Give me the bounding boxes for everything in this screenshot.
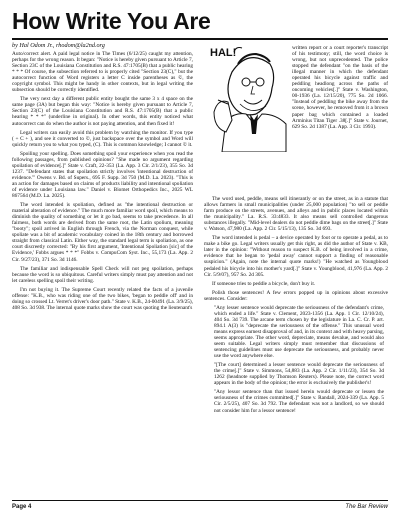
paragraph: Legal writers can easily avoid this problem by watching the monitor. If you type ( + C + ), and see it converted to ©, just backspace over the symbol and Word will quickly return you to what you typed, (C). This is common knowledge; I cannot © it. [12, 129, 193, 148]
paragraph: The word used, peddle, means sell itinerantly or on the street, as in a statute that allows farmers in small municipalities (under 25,000 population) "to sell or peddle farm produce on the streets, avenues, and alleys and in public places located within the municipality." La. R.S. 33:4833. It also means sell controlled dangerous substances illegally. "Mid-level dealers do not peddle dime bags on the street[.]" State v. Watson, 47,980 (La. App. 2 Cir. 5/15/13), 135 So. 3d 693. [204, 196, 388, 233]
paragraph: Spoiling your spelling. Does something spoil your experience when you read the following passages, from published opinions? "She made no argument regarding spoilation of evidence[.]" State v. Craft, 22-353 (La. App. 3 Cir. 2/1/23), 355 So. 3d 1237. "Defendant states that spoilation strictly involves 'intentional destruction of evidence.'" Owens v. Bd. of Supers., 695 F. Supp. 3d 750 (M.D. La. 2023). "This is an action for damages based on claims of products liability and intentional spoliation of evidence under Louisiana law." Daniel v. Biomet Orthopedics Inc., 2025 WL 867564 (M.D. La. 2025). [12, 150, 193, 200]
right-top-column [292, 45, 388, 195]
page-footer [12, 500, 388, 510]
paragraph: Auto/correct alert. A paid legal notice in The Times (6/12/25) caught my attention, perhaps for the wrong reason. It began: "Notice is hereby given pursuant to Article 7, Section 23C of the Louisiana Constitution and R.S. 47:1705(B) that a public hearing * * * Of course, the subsection referred to is properly cited "Section 23(C)," but the autocorrect function of Word registers a letter C inside parentheses as ©, the copyright symbol. This might be handy in other contexts, but in legal writing the subsection should be correctly identified. [12, 51, 193, 94]
paragraph: I'm not buying it. The Supreme Court recently related the facts of a juvenile offense: "K.B., who was riding one of the two bikes, 'began to peddle off' and in doing so crossed Lt. Verret's driver's door path." State v. K.B., 24-00491 (La. 3/9/25), 408 So. 3d 938. The internal quote marks show the court was quoting the lieutenant's [12, 286, 193, 311]
svg-text:HAL!: HAL! [210, 47, 237, 59]
left-column [12, 51, 193, 496]
publication-name: The Bar Review [345, 504, 388, 510]
paragraph: The very next day a different public entity bought the same 3 x 4 space on the same page (3A) but began this way: "Notice is hereby given pursuant to Article 7, Section 23(C) of the Louisiana Constitution and R.S. 47:1705(B) that a public hearing * * *" (underline in original). In other words, this entity noticed what autocorrect can do when the author is not paying attention, and then fixed it! [12, 96, 193, 127]
author-caricature [204, 42, 290, 152]
block-quote: "[The court] determined a lesser sentence would deprecate the seriousness of the crime[.]" State v. Simmons, 54,883 (La. App. 2 Cir. 1/11/23), 354 So. 3d 1262 (headnote supplied by Thomson Reuters). Please note, the correct word appears in the body of the opinion; the error is exclusively the publisher's! [214, 362, 384, 387]
paragraph: Polish those sentences! A few errors popped up in opinions about excessive sentences. Consider: [204, 289, 388, 302]
block-quote: "Any lessor sentence than that issued herein would deprecate or lessen the seriousness of the crimes committed[.]" State v. Randall, 2024-339 (La. App. 5 Cir. 2/5/25), 407 So. 3d 792. The defendant was not a landlord, so we should not consider him for a lessor sentence! [214, 389, 384, 414]
paragraph: The word intended is spoliation, defined as "the intentional destruction or material alteration of evidence." The much more familiar word spoil, which means to diminish the quality of something or let it go bad, seems to take precedence. In all fairness, both words are derived from the same root, the Latin spolium, meaning "booty"; spoil arrived in English through French, via the Norman conquest, while spoliate was a bit of academic vocabulary coined in the 18th century and borrowed straight from classical Latin. Either way, the standard legal term is spoliation, as one court discreetly corrected: "By his first argument, 'Intentional Spoliation [sic] of the Evidence,' Fobbs argues * * *" Fobbs v. CompuCom Syst. Inc., 55,173 (La. App. 2 Cir. 9/27/23), 371 So. 3d 1146. [12, 202, 193, 263]
paragraph: The familiar and indispensable Spell Check will not peg spoilation, perhaps because the word is so ubiquitous. Careful writers simply must pay attention and not let careless spelling spoil their writing. [12, 265, 193, 284]
paragraph: written report or a court reporter's transcript of his testimony; still, the word choice is wrong, but not unprecedented. The police stopped the defendant "on the basis of the illegal manner in which the defendant operated his bicycle against traffic and peddling headlong across the paths of oncoming vehicles[.]" State v. Washington, 00-1936 (La. 12/15/20), 775 So. 2d 1066. "Instead of peddling the bike away from the scene, however, he removed from it a brown paper bag which contained a loaded Arminius Titan Tiger .38[.]" State v. Journet, 629 So. 2d 1387 (La. App. 3 Cir. 1993). [292, 45, 388, 130]
article-title: How Write You Are [12, 8, 211, 34]
paragraph: If someone tries to peddle a bicycle, don't buy it. [212, 280, 316, 287]
title-rule [12, 38, 388, 40]
right-column [204, 196, 388, 496]
block-quote: "Any lesser sentence would deprecate the seriousness of the defendant's crime, which ended a life." State v. Clement, 2023-1356 (La. App. 1 Cir. 12/10/24), 404 So. 3d 739. The arcane term chosen by the legislature in La. C. Cr. P. art. 894.1 A(3) is "deprecate the seriousness of the offense." This unusual word means express earnest disapproval of and, in its context and with heavy parsing, seems appropriate. The other word, depreciate, means devalue, and would also seem suitable. Legal writers simply must remember that discussions of sentencing guidelines must use deprecate the seriousness, and probably never use the word anywhere else. [214, 304, 384, 360]
page-number: Page 4 [12, 504, 32, 510]
paragraph: The word intended is pedal – a device operated by foot or to operate a pedal, as to make a bike go. Legal writers usually get this right, as did the author of State v. KB, later in the opinion: "Without reason to suspect K.B. of being involved in a crime, evidence that he began to 'pedal away' cannot support a finding of reasonable suspicion." (Again, note the internal quote marks!) "He watched as Youngblood pedaled his bicycle into his mother's yard[.]" State v. Youngblood, 41,976 (La. App. 2 Cir. 5/9/07), 957 So. 2d 305. [204, 235, 388, 278]
byline: by Hal Odom Jr., rhodom@la2nd.org [12, 42, 105, 49]
